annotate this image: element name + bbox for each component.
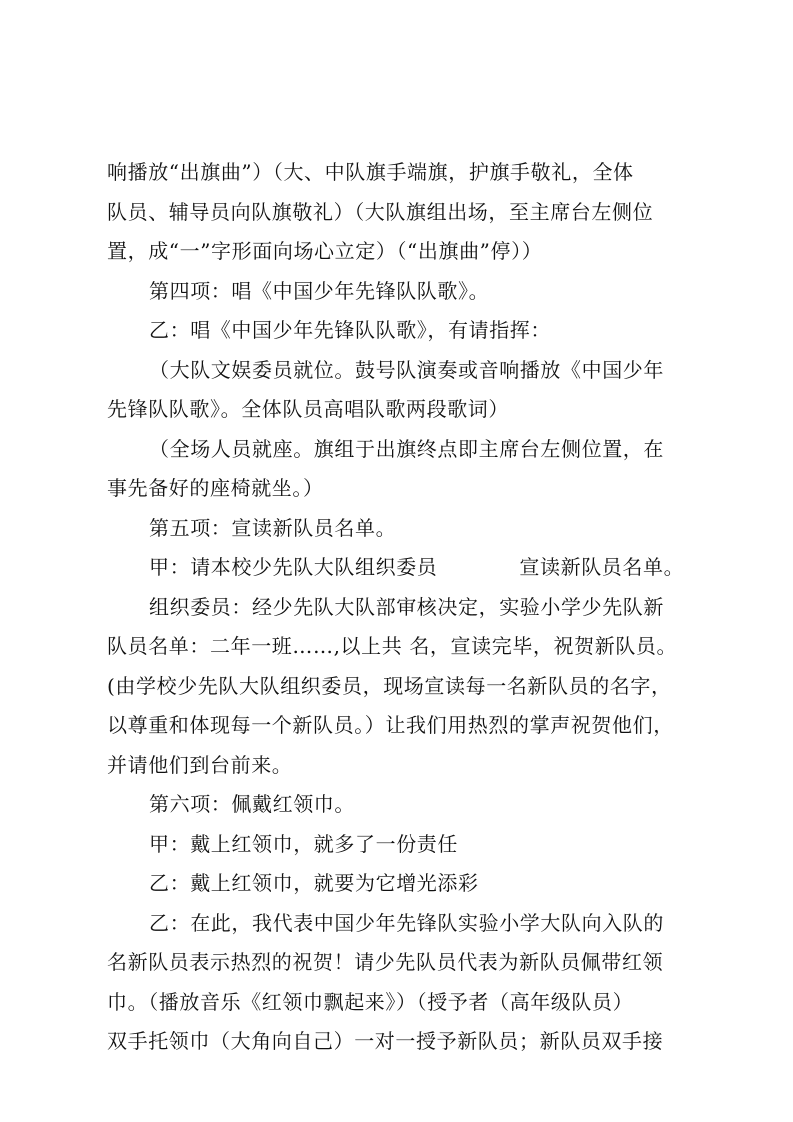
section-heading-5: 第五项：宣读新队员名单。 [149, 515, 397, 540]
section-heading-4: 第四项：唱《中国少年先锋队队歌》。 [149, 278, 490, 303]
text-line: 巾。（播放音乐《红领巾飘起来》）（授予者（高年级队员） [107, 989, 634, 1014]
text-line: 置，成“一”字形面向场心立定）（“出旗曲”停）） [107, 239, 543, 263]
text-line: (由学校少先队大队组织委员，现场宣读每一名新队员的名字， [107, 673, 672, 698]
text-segment: 甲：请本校少先队大队组织委员 [149, 555, 438, 579]
text-line: 并请他们到台前来。 [107, 752, 293, 777]
text-line: 以尊重和体现每一个新队员。）让我们用热烈的掌声祝贺他们， [107, 713, 674, 737]
text-segment: 宣读新队员名单。 [519, 555, 685, 579]
document-body [107, 153, 687, 1062]
text-line: 甲：戴上红领巾，就多了一份责任 [149, 831, 458, 856]
text-line: （全场人员就座。旗组于出旗终点即主席台左侧位置，在 [149, 436, 664, 461]
text-line: 响播放“出旗曲”）（大、中队旗手端旗，护旗手敬礼，全体 [107, 160, 634, 184]
text-line: 乙：唱《中国少年先锋队队歌》，有请指挥： [149, 318, 551, 342]
text-line: 双手托领巾（大角向自己）一对一授予新队员；新队员双手接 [107, 1029, 664, 1053]
text-line: 队员、辅导员向队旗敬礼）（大队旗组出场，至主席台左侧位 [107, 199, 654, 224]
text-line: 先锋队队歌》。全体队员高唱队歌两段歌词） [107, 397, 509, 421]
text-line: 乙：戴上红领巾，就要为它增光添彩 [149, 871, 479, 895]
text-line: （大队文娱委员就位。鼓号队演奏或音响播放《中国少年 [149, 357, 664, 382]
text-line: 组织委员：经少先队大队部审核决定，实验小学少先队新 [149, 594, 664, 619]
text-line: 名新队员表示热烈的祝贺！请少先队员代表为新队员佩带红领 [107, 950, 664, 974]
section-heading-6: 第六项：佩戴红领巾。 [149, 792, 355, 816]
text-line: 乙：在此，我代表中国少年先锋队实验小学大队向入队的 [149, 910, 664, 935]
text-line: 事先备好的座椅就坐。） [107, 476, 324, 500]
text-line: 队员名单：二年一班……,以上共 名，宣读完毕，祝贺新队员。 [107, 634, 678, 658]
text-line [107, 548, 687, 588]
